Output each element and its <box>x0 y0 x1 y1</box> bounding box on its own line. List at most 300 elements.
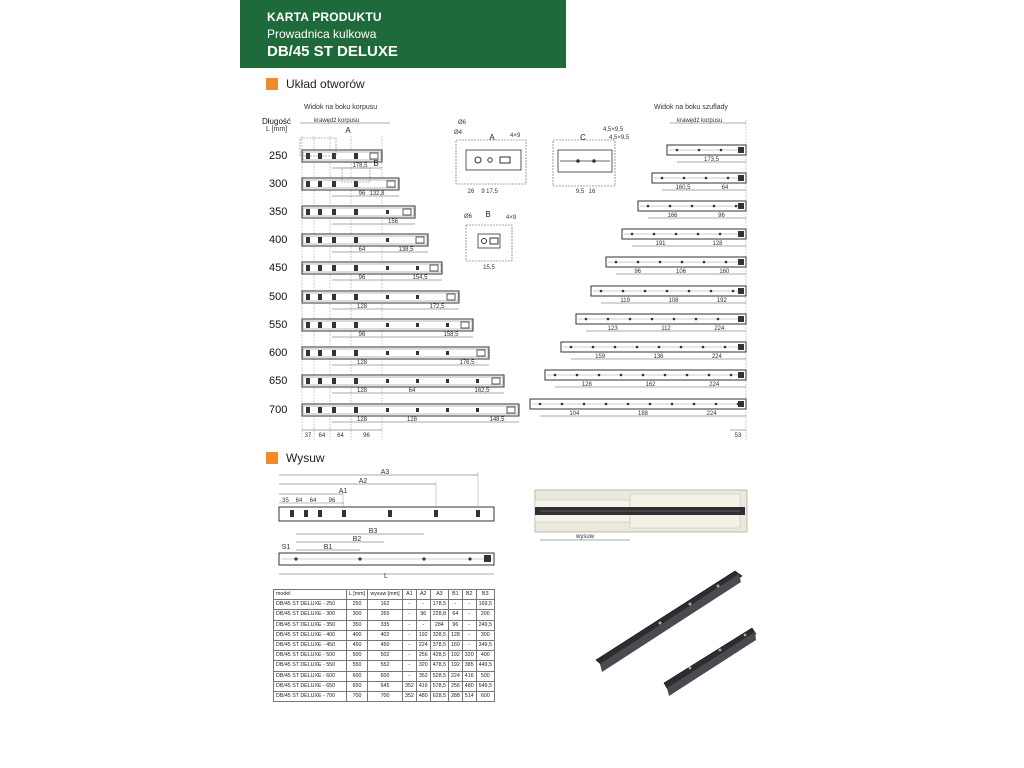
hole-mark <box>651 318 654 321</box>
spec-table-row <box>274 661 495 671</box>
hole-mark <box>647 205 650 208</box>
spec-table-cell: 160 <box>448 640 462 650</box>
dimension-label: 224 <box>709 382 720 388</box>
product-rail-inner-face <box>667 632 756 696</box>
spec-table-cell: 192 <box>416 630 430 640</box>
hole-mark <box>306 294 310 300</box>
hole-mark <box>642 374 645 377</box>
dimension-label: 176,5 <box>459 360 475 366</box>
s1-label: S1 <box>281 544 291 551</box>
spec-table-cell: 628,5 <box>430 691 448 701</box>
hole-mark <box>332 350 336 356</box>
spec-table-cell: DB/45 ST DELUXE - 400 <box>274 630 347 640</box>
spec-table-row <box>274 681 495 691</box>
hole-mark <box>386 323 389 327</box>
spec-table-cell: 378,5 <box>430 640 448 650</box>
spec-table-header-cell: B3 <box>476 590 494 600</box>
hole-mark <box>727 177 730 180</box>
hole-mark <box>681 261 684 264</box>
hole-mark <box>732 290 735 293</box>
edge-label-right: krawędź korpusu <box>677 118 723 124</box>
spec-table-cell: 169,5 <box>476 600 494 610</box>
dimension-label: 148,5 <box>489 417 505 423</box>
hole-mark <box>386 266 389 270</box>
hole-mark <box>354 407 358 413</box>
section-title-text: Wysuw <box>286 451 325 465</box>
dimension-label: 128 <box>356 388 368 394</box>
spec-table-cell: 500 <box>347 651 368 661</box>
spec-table-cell: DB/45 ST DELUXE - 550 <box>274 661 347 671</box>
length-value: 450 <box>269 262 288 274</box>
hole-mark <box>620 374 623 377</box>
length-label: Długość <box>262 117 291 126</box>
length-value: 600 <box>269 347 288 359</box>
spec-table-cell: 265 <box>368 610 403 620</box>
dimension-label: 64 <box>318 433 326 439</box>
hole-mark <box>735 205 738 208</box>
detail-b-slot-label: 4×9 <box>506 215 517 221</box>
hole-mark <box>294 557 297 560</box>
spec-table-header-cell: A3 <box>430 590 448 600</box>
dimension-label: 35 <box>282 498 289 504</box>
hole-mark <box>614 346 617 349</box>
hole-mark <box>720 149 723 152</box>
hole-mark <box>306 181 310 187</box>
dimension-label: 53 <box>734 433 742 439</box>
hole-mark <box>354 153 358 159</box>
dimension-label: 188 <box>637 411 649 417</box>
dimension-label: 64 <box>295 498 303 504</box>
extension-label: wysuw <box>575 534 595 540</box>
hole-mark <box>446 408 449 412</box>
hole-mark <box>693 403 696 406</box>
hole-mark <box>600 290 603 293</box>
spec-table-cell: DB/45 ST DELUXE - 450 <box>274 640 347 650</box>
dimension-label: 128 <box>356 304 368 310</box>
hole-mark <box>332 322 336 328</box>
hole-mark <box>554 374 557 377</box>
spec-table-cell: DB/45 ST DELUXE - 700 <box>274 691 347 701</box>
hole-mark <box>691 205 694 208</box>
spec-table-cell: - <box>448 600 462 610</box>
hole-mark <box>416 295 419 299</box>
left-view-label: Widok na boku korpusu <box>304 104 378 111</box>
hole-mark <box>290 510 294 517</box>
hole-mark <box>598 374 601 377</box>
dimension-label: 37 <box>304 433 312 439</box>
spec-table-cell: 600 <box>476 691 494 701</box>
dimension-label: 173,5 <box>703 157 720 163</box>
hole-mark <box>658 346 661 349</box>
spec-table-cell: 256 <box>448 681 462 691</box>
dimension-label: 192 <box>716 298 727 304</box>
spec-table-cell: 549,5 <box>476 681 494 691</box>
spec-table-cell: 400 <box>347 630 368 640</box>
rail-end-detail <box>738 203 744 209</box>
hole-mark <box>342 510 346 517</box>
length-value: 300 <box>269 178 288 190</box>
dimension-label: 172,5 <box>429 304 445 310</box>
detail-a-dia2: Ø4 <box>454 130 463 136</box>
hole-mark <box>724 346 727 349</box>
spec-table-cell: 349,5 <box>476 640 494 650</box>
spec-table-cell: - <box>462 610 476 620</box>
hole-mark <box>446 323 449 327</box>
detail-c-hole <box>592 159 596 163</box>
hole-mark <box>318 510 322 517</box>
spec-table-cell: 449,5 <box>476 661 494 671</box>
extension-diagram-group <box>279 469 747 580</box>
spec-table-cell: 250 <box>347 600 368 610</box>
dimension-label: 128 <box>712 241 723 247</box>
hole-mark <box>570 346 573 349</box>
dimension-label: 154,5 <box>412 275 428 281</box>
spec-table-cell: 352 <box>416 671 430 681</box>
spec-table-cell: 478,5 <box>430 661 448 671</box>
dimension-label: 162 <box>645 382 656 388</box>
hole-mark <box>715 403 718 406</box>
detail-a-dia1: Ø6 <box>458 120 467 126</box>
hole-mark <box>354 322 358 328</box>
spec-table-cell: 96 <box>448 620 462 630</box>
hole-mark <box>476 408 479 412</box>
spec-table-row <box>274 630 495 640</box>
hole-mark <box>631 233 634 236</box>
hole-mark <box>719 233 722 236</box>
spec-table-header-cell: B2 <box>462 590 476 600</box>
a3-label: A3 <box>380 469 390 476</box>
detail-a-letter: A <box>489 133 495 142</box>
hole-mark <box>717 318 720 321</box>
detail-b-letter: B <box>485 210 491 219</box>
spec-table-row <box>274 671 495 681</box>
dimension-label: 64 <box>721 185 729 191</box>
rail-end-detail <box>738 231 744 237</box>
product-hole <box>719 649 722 652</box>
hole-mark <box>661 177 664 180</box>
spec-table-cell: 528,5 <box>430 671 448 681</box>
spec-table-cell: 256 <box>416 651 430 661</box>
hole-mark <box>636 346 639 349</box>
spec-table-cell: 416 <box>462 671 476 681</box>
dimension-label: 96 <box>358 275 366 281</box>
hole-mark <box>332 265 336 271</box>
spec-table-header-cell: L [mm] <box>347 590 368 600</box>
spec-table-cell: - <box>403 600 417 610</box>
hole-mark <box>725 261 728 264</box>
spec-table-cell: 450 <box>347 640 368 650</box>
rail-end-detail <box>738 288 744 294</box>
detail-c-letter: C <box>580 133 586 142</box>
hole-mark <box>306 350 310 356</box>
rail-end-detail <box>738 344 744 350</box>
dimension-label: 64 <box>309 498 317 504</box>
dimension-label: 156 <box>387 219 399 225</box>
spec-table-cell: 578,5 <box>430 681 448 691</box>
b3-label: B3 <box>368 528 378 535</box>
spec-table-cell: 300 <box>347 610 368 620</box>
length-value: 550 <box>269 319 288 331</box>
spec-table-cell: 700 <box>368 691 403 701</box>
hole-mark <box>416 379 419 383</box>
spec-table-cell: 645 <box>368 681 403 691</box>
dimension-label: 96 <box>634 269 642 275</box>
spec-table-cell: - <box>403 671 417 681</box>
spec-table-cell: 300 <box>476 630 494 640</box>
dimension-label: 112 <box>661 326 671 332</box>
hole-mark <box>622 290 625 293</box>
dimension-label: 128 <box>356 360 368 366</box>
dimension-label: 64 <box>408 388 416 394</box>
hole-mark <box>354 209 358 215</box>
hole-mark <box>637 261 640 264</box>
spec-table-cell: 600 <box>368 671 403 681</box>
hole-mark <box>676 149 679 152</box>
spec-table-cell: - <box>416 620 430 630</box>
hole-mark <box>332 237 336 243</box>
dimension-label: 26 <box>467 189 475 195</box>
spec-table-cell: 502 <box>368 651 403 661</box>
dimension-label: 136 <box>653 354 664 360</box>
spec-table-cell: DB/45 ST DELUXE - 500 <box>274 651 347 661</box>
hole-mark <box>318 237 322 243</box>
hole-mark <box>416 323 419 327</box>
hole-mark <box>416 408 419 412</box>
spec-table-cell: 335 <box>368 620 403 630</box>
extension-rail-top <box>279 507 494 521</box>
hole-mark <box>318 350 322 356</box>
hole-mark <box>585 318 588 321</box>
dimension-label: 128 <box>581 382 592 388</box>
spec-table-cell: 500 <box>476 671 494 681</box>
detail-b-dia: Ø6 <box>464 214 473 220</box>
spec-table-cell: 400 <box>476 651 494 661</box>
length-unit: L [mm] <box>266 126 288 133</box>
spec-table-cell: - <box>462 640 476 650</box>
a1-label: A1 <box>338 488 348 495</box>
hole-mark <box>686 374 689 377</box>
dimension-label: 224 <box>711 354 722 360</box>
spec-table-header-cell: A1 <box>403 590 417 600</box>
spec-table-cell: 200 <box>476 610 494 620</box>
hole-mark <box>683 177 686 180</box>
hole-mark <box>659 261 662 264</box>
spec-table-cell: DB/45 ST DELUXE - 600 <box>274 671 347 681</box>
spec-table-cell: - <box>462 620 476 630</box>
dimension-label: 166 <box>667 213 678 219</box>
spec-table-cell: DB/45 ST DELUXE - 650 <box>274 681 347 691</box>
hole-mark <box>332 209 336 215</box>
dimension-label: 160,5 <box>675 185 691 191</box>
detail-c-slot2: 4,5×9,5 <box>609 135 630 141</box>
edge-label-left: krawędź korpusu <box>314 118 360 124</box>
length-value: 500 <box>269 291 288 303</box>
spec-table-cell: 178,5 <box>430 600 448 610</box>
hole-mark <box>705 177 708 180</box>
spec-table-cell: - <box>403 620 417 630</box>
rail-end-detail <box>738 175 744 181</box>
hole-mark <box>306 209 310 215</box>
spec-table-row <box>274 620 495 630</box>
hole-mark <box>354 237 358 243</box>
spec-table-cell: 224 <box>448 671 462 681</box>
hole-mark <box>332 378 336 384</box>
spec-table-row <box>274 651 495 661</box>
hole-mark <box>332 294 336 300</box>
dimension-label: 138,5 <box>398 247 414 253</box>
spec-table-cell: 320 <box>416 661 430 671</box>
spec-table-cell: 650 <box>347 681 368 691</box>
spec-table-cell: 600 <box>347 671 368 681</box>
spec-table-cell: 480 <box>462 681 476 691</box>
dimension-label: 96 <box>358 332 366 338</box>
hole-mark <box>702 346 705 349</box>
hole-mark <box>669 205 672 208</box>
spec-table-row <box>274 640 495 650</box>
spec-table-cell: 514 <box>462 691 476 701</box>
hole-mark <box>653 233 656 236</box>
hole-mark <box>306 237 310 243</box>
hole-mark <box>318 378 322 384</box>
spec-table-cell: 352 <box>403 681 417 691</box>
hole-mark <box>354 294 358 300</box>
spec-table-cell: 700 <box>347 691 368 701</box>
hole-mark <box>671 403 674 406</box>
spec-table-cell: DB/45 ST DELUXE - 350 <box>274 620 347 630</box>
hole-mark <box>675 233 678 236</box>
spec-table-cell: 64 <box>448 610 462 620</box>
product-rail-inner <box>664 628 756 690</box>
detail-a-rail <box>466 150 521 170</box>
hole-mark <box>318 181 322 187</box>
hole-mark <box>561 403 564 406</box>
dimension-label: 224 <box>706 411 717 417</box>
spec-table-cell: 128 <box>448 630 462 640</box>
spec-table-header-cell: B1 <box>448 590 462 600</box>
spec-table-cell: 162 <box>368 600 403 610</box>
spec-table-row <box>274 691 495 701</box>
hole-mark <box>666 290 669 293</box>
dimension-label: 128 <box>356 417 368 423</box>
hole-mark <box>446 351 449 355</box>
hole-mark <box>354 378 358 384</box>
hole-mark <box>673 318 676 321</box>
dimension-label: 128 <box>406 417 418 423</box>
spec-table-cell: 224 <box>416 640 430 650</box>
product-hole <box>689 603 692 606</box>
hole-mark <box>332 407 336 413</box>
hole-mark <box>688 290 691 293</box>
hole-mark <box>710 290 713 293</box>
spec-table-cell: - <box>403 610 417 620</box>
section-title-text: Układ otworów <box>286 77 365 91</box>
spec-table-cell: 350 <box>347 620 368 630</box>
spec-table-row <box>274 600 495 610</box>
dimension-label: 96 <box>328 498 336 504</box>
hole-mark <box>615 261 618 264</box>
dimension-label: 132,8 <box>369 191 385 197</box>
hole-mark <box>697 233 700 236</box>
header-title: KARTA PRODUKTU <box>267 10 382 24</box>
spec-table-header-cell: model <box>274 590 347 600</box>
hole-mark <box>629 318 632 321</box>
hole-mark <box>386 210 389 214</box>
spec-table-header-cell: A2 <box>416 590 430 600</box>
dimension-label: 123 <box>607 326 618 332</box>
spec-table-cell: 450 <box>368 640 403 650</box>
detail-c-hole <box>576 159 580 163</box>
hole-mark <box>605 403 608 406</box>
hole-mark <box>318 322 322 328</box>
l-label: L <box>384 573 388 580</box>
dimension-label: 224 <box>714 326 725 332</box>
hole-mark <box>434 510 438 517</box>
spec-table-cell: - <box>462 600 476 610</box>
hole-mark <box>318 265 322 271</box>
spec-table-cell: 320 <box>462 651 476 661</box>
dimension-label: 162,5 <box>474 388 490 394</box>
hole-mark <box>703 261 706 264</box>
hole-mark <box>476 510 480 517</box>
spec-table-cell: 228,8 <box>430 610 448 620</box>
dimension-label: 96 <box>363 433 370 439</box>
length-value: 650 <box>269 375 288 387</box>
dimension-label: 16 <box>588 189 596 195</box>
hole-mark <box>607 318 610 321</box>
spec-table-cell: 192 <box>448 651 462 661</box>
spec-table-cell: - <box>416 600 430 610</box>
rail-end-detail <box>738 401 744 407</box>
hole-mark <box>354 265 358 271</box>
spec-table-cell: - <box>403 651 417 661</box>
length-value: 400 <box>269 234 288 246</box>
hole-mark <box>388 510 392 517</box>
detail-c-slot1: 4,5×9,5 <box>603 127 624 133</box>
hole-mark <box>386 238 389 242</box>
hole-mark <box>539 403 542 406</box>
product-hole <box>744 634 747 637</box>
spec-table-cell: 416 <box>416 681 430 691</box>
hole-mark <box>476 379 479 383</box>
hole-mark <box>422 557 425 560</box>
product-model: DB/45 ST DELUXE <box>267 43 398 60</box>
detail-views-group <box>454 120 630 271</box>
hole-mark <box>318 294 322 300</box>
hole-mark <box>627 403 630 406</box>
hole-mark <box>446 379 449 383</box>
section-title-extension <box>266 451 325 465</box>
product-hole <box>717 585 720 588</box>
spec-table-cell: - <box>403 630 417 640</box>
b1-label: B1 <box>323 544 333 551</box>
hole-mark <box>583 403 586 406</box>
hole-mark <box>354 350 358 356</box>
hole-mark <box>306 322 310 328</box>
spec-table-cell: 402 <box>368 630 403 640</box>
spec-table-cell: - <box>403 640 417 650</box>
detail-a-slot-label: 4×9 <box>510 133 521 139</box>
hole-mark <box>644 290 647 293</box>
spec-table-row <box>274 610 495 620</box>
rail-end-detail <box>738 372 744 378</box>
dimension-label: 104 <box>569 411 580 417</box>
hole-mark <box>306 378 310 384</box>
dimension-label: 108 <box>668 298 679 304</box>
dimension-label: 15,5 <box>483 265 495 271</box>
section-marker-icon <box>266 452 278 464</box>
dimension-label: 106 <box>675 269 687 275</box>
dimension-label: 64 <box>337 433 344 439</box>
